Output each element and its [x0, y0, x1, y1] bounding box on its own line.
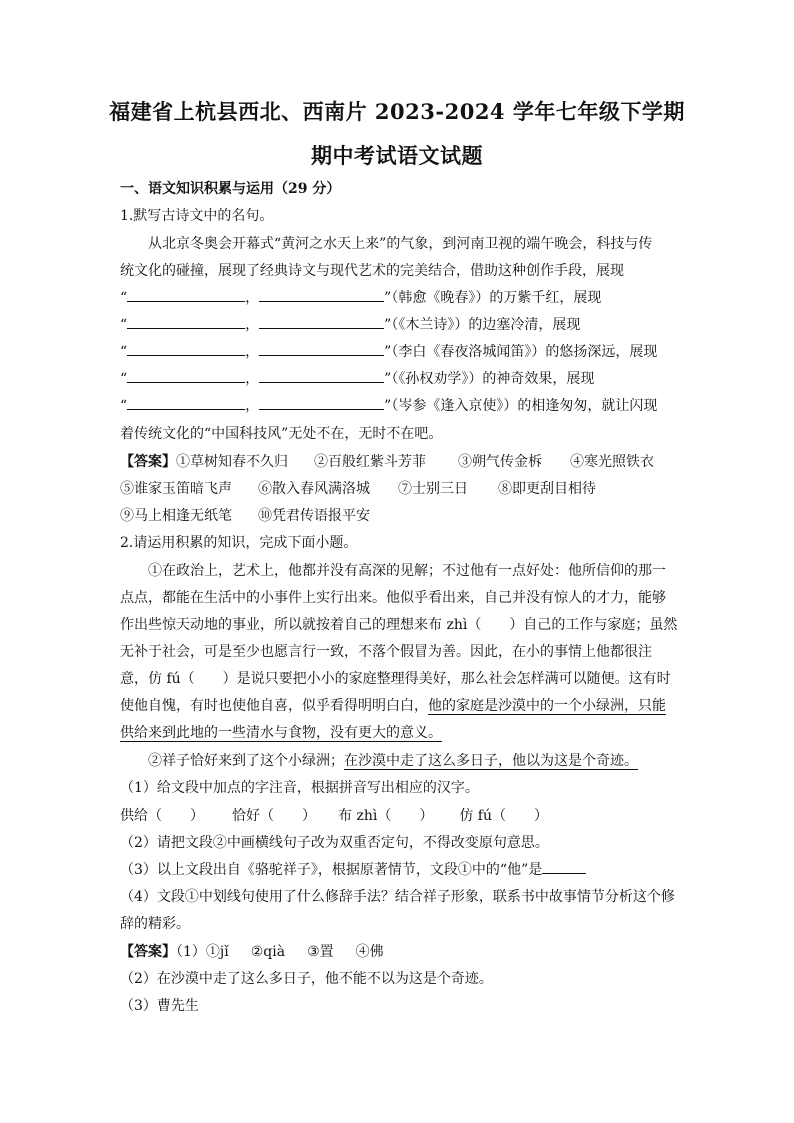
- fill-line-tail: ”（《木兰诗》）的边塞冷清，展现: [384, 317, 581, 333]
- answer-blank[interactable]: [259, 370, 384, 383]
- section-heading: 一、语文知识积累与运用（29 分）: [120, 181, 341, 197]
- comma: ，: [245, 344, 260, 360]
- answer-item: ③置: [307, 944, 334, 960]
- q2-answer-2: （2）在沙漠中走了这么多日子，他不能不以为这是个奇迹。: [120, 971, 493, 987]
- q2-passage1-line4: 无补于社会，可是至少也愿言行一致，不落个假冒为善。因此，在小的事情上他都很注: [120, 644, 652, 660]
- pinyin-item: 恰好（ ）: [232, 808, 316, 824]
- pinyin-item: 仿 fú（ ）: [459, 808, 548, 824]
- answer-item: ⑤谁家玉笛暗飞声: [120, 481, 232, 497]
- answer-blank[interactable]: [259, 343, 384, 356]
- pinyin-item: 布 zhì（ ）: [338, 808, 434, 824]
- comma: ，: [245, 398, 260, 414]
- question-2-label: 2.请运用积累的知识，完成下面小题。: [120, 535, 358, 551]
- answer-item: ④寒光照铁衣: [570, 454, 654, 470]
- answer-label: 【答案】: [120, 454, 176, 470]
- q2-sub1: （1）给文段中加点的字注音，根据拼音写出相应的汉字。: [120, 780, 479, 796]
- question-1-label: 1.默写古诗文中的名句。: [120, 208, 274, 224]
- q2-answer-3: （3）曹先生: [120, 998, 199, 1014]
- comma: ，: [245, 371, 260, 387]
- sub3-text: （3）以上文段出自《骆驼祥子》，根据原著情节，文段①中的“他”是: [120, 862, 543, 878]
- answer-item: ⑥散入春风满洛城: [258, 481, 370, 497]
- fill-blank-line-5: [120, 396, 657, 416]
- open-quote: “: [120, 371, 128, 387]
- passage-text: 使他自愧，有时也使他自喜，似乎看得明明白白，: [120, 698, 428, 714]
- q2-passage1-line3: 作出些惊天动地的事业，所以就按着自己的理想来布 zhì（ ）自己的工作与家庭；虽然: [120, 617, 678, 633]
- passage-text: ②祥子恰好来到了这个小绿洲；: [148, 753, 344, 769]
- q2-passage1-line5: 意，仿 fú（ ）是说只要把小小的家庭整理得美好，那么社会怎样满可以随便。这有时: [120, 671, 671, 687]
- fill-line-tail: ”（岑参《逢入京使》）的相逢匆匆，就让闪现: [384, 398, 658, 414]
- answer-item: ①草树知春不久归: [176, 454, 288, 470]
- answer-blank[interactable]: [127, 370, 245, 383]
- answer-item: ⑧即更刮目相待: [498, 481, 596, 497]
- answer-item: ④佛: [355, 944, 384, 960]
- underlined-sentence: 供给来到此地的一些清水与食物，没有更大的意义。: [120, 725, 442, 741]
- q1-intro-line1: 从北京冬奥会开幕式“黄河之水天上来”的气象，到河南卫视的端午晚会，科技与传: [148, 236, 653, 252]
- fill-blank-line-1: [120, 288, 601, 308]
- answer-item: ⑦士别三日: [398, 481, 468, 497]
- open-quote: “: [120, 344, 128, 360]
- open-quote: “: [120, 398, 128, 414]
- exam-title-line2: 期中考试语文试题: [311, 143, 483, 168]
- open-quote: “: [120, 290, 128, 306]
- q1-answers-row3: [120, 506, 370, 526]
- pinyin-item: 供给（ ）: [120, 808, 204, 824]
- q1-intro-end: 着传统文化的“中国科技风”无处不在，无时不在吧。: [120, 426, 443, 442]
- answer-blank[interactable]: [127, 289, 245, 302]
- fill-blank-line-4: [120, 369, 594, 389]
- answer-blank[interactable]: [127, 397, 245, 410]
- answer-item: ⑩凭君传语报平安: [258, 508, 370, 524]
- fill-line-tail: ”（《孙权劝学》）的神奇效果，展现: [384, 371, 595, 387]
- answer-item: ③朔气传金柝: [458, 454, 542, 470]
- answer-blank[interactable]: [259, 397, 384, 410]
- q2-answers-row1: [120, 942, 384, 962]
- q1-answers-row2: [120, 479, 596, 499]
- fill-line-tail: ”（李白《春夜洛城闻笛》）的悠扬深远，展现: [384, 344, 658, 360]
- comma: ，: [245, 317, 260, 333]
- fill-blank-line-3: [120, 342, 657, 362]
- comma: ，: [245, 290, 260, 306]
- underlined-sentence: 在沙漠中走了这么多日子，他以为这是个奇迹。: [344, 753, 638, 769]
- answer-blank[interactable]: [542, 861, 586, 874]
- fill-line-tail: ”（韩愈《晚春》）的万紫千红，展现: [384, 290, 602, 306]
- answer-blank[interactable]: [259, 316, 384, 329]
- q2-sub2: （2）请把文段②中画横线句子改为双重否定句，不得改变原句意思。: [120, 835, 549, 851]
- q2-passage2: [148, 751, 638, 771]
- exam-title-line1: 福建省上杭县西北、西南片 2023-2024 学年七年级下学期: [109, 99, 685, 124]
- fill-blank-line-2: [120, 315, 580, 335]
- answer-item: ②百般红紫斗芳菲: [314, 454, 426, 470]
- answer-item: ⑨马上相逢无纸笔: [120, 508, 232, 524]
- q2-passage1-line1: ①在政治上，艺术上，他都并没有高深的见解；不过他有一点好处：他所信仰的那一: [148, 563, 666, 579]
- open-quote: “: [120, 317, 128, 333]
- q1-intro-line2: 统文化的碰撞，展现了经典诗文与现代艺术的完美结合，借助这种创作手段，展现: [120, 263, 624, 279]
- answer-blank[interactable]: [127, 343, 245, 356]
- answer-label: 【答案】: [120, 944, 176, 960]
- q2-passage1-line2: 点点，都能在生活中的小事件上实行出来。他似乎看出来，自己并没有惊人的才力，能够: [120, 590, 666, 606]
- pinyin-items-row: [120, 806, 548, 826]
- answer-item: （1）①jǐ: [176, 944, 229, 960]
- q2-sub4-line1: （4）文段①中划线句使用了什么修辞手法？结合祥子形象，联系书中故事情节分析这个修: [120, 889, 675, 905]
- q2-passage1-line6: [120, 696, 666, 716]
- answer-blank[interactable]: [259, 289, 384, 302]
- answer-item: ②qià: [250, 944, 286, 960]
- q1-answers-row1: [120, 452, 654, 472]
- underlined-sentence: 他的家庭是沙漠中的一个小绿洲，只能: [428, 698, 666, 714]
- q2-sub3: [120, 860, 586, 880]
- answer-blank[interactable]: [127, 316, 245, 329]
- q2-sub4-line2: 辞的精彩。: [120, 916, 190, 932]
- q2-passage1-line7: [120, 723, 442, 743]
